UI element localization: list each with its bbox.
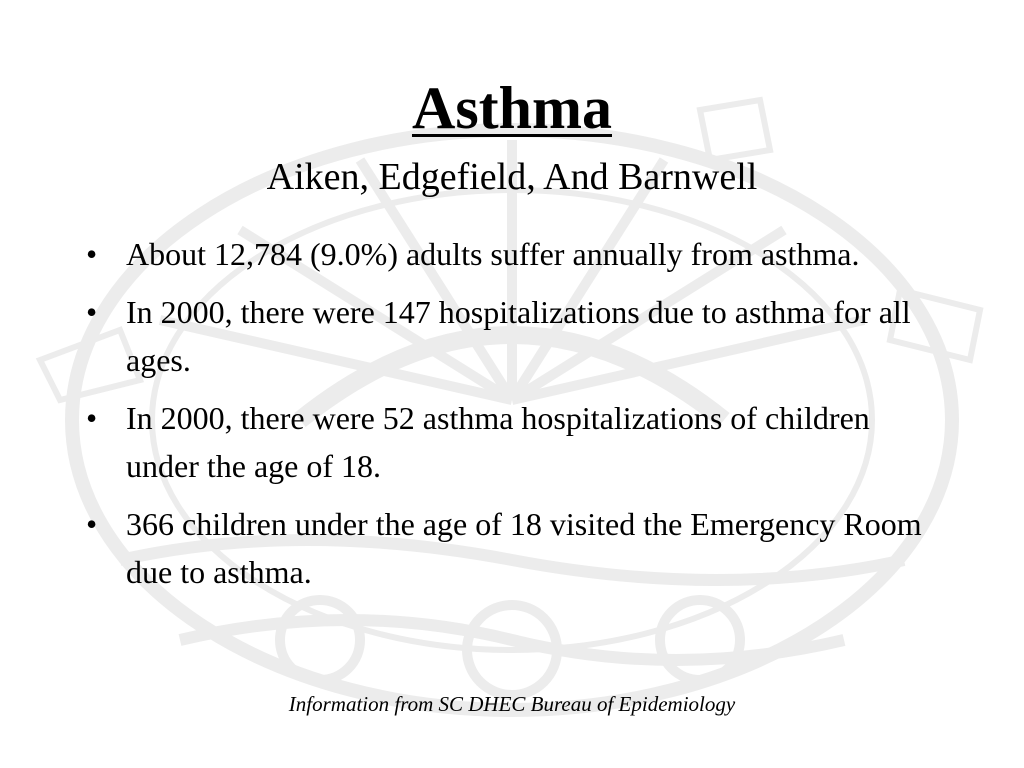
bullet-dot-icon: • [86,294,98,330]
source-footer: Information from SC DHEC Bureau of Epidemiology [288,692,736,716]
bullet-list [82,230,932,606]
slide-title: Asthma [411,75,612,141]
bullet-text: In 2000, there were 147 hospitalizations due to asthma for all ages. [126,294,911,378]
bullet-text: About 12,784 (9.0%) adults suffer annually from asthma. [126,236,860,272]
bullet-item [82,394,932,490]
bullet-text: In 2000, there were 52 asthma hospitalizations of children under the age of 18. [126,400,870,484]
bullet-dot-icon: • [86,400,98,436]
bullet-item [82,500,932,596]
bullet-item [82,288,932,384]
bullet-dot-icon: • [86,506,98,542]
slide-subtitle: Aiken, Edgefield, And Barnwell [266,156,758,198]
bullet-item [82,230,932,278]
bullet-text: 366 children under the age of 18 visited the Emergency Room due to asthma. [126,506,922,590]
bullet-dot-icon: • [86,236,98,272]
